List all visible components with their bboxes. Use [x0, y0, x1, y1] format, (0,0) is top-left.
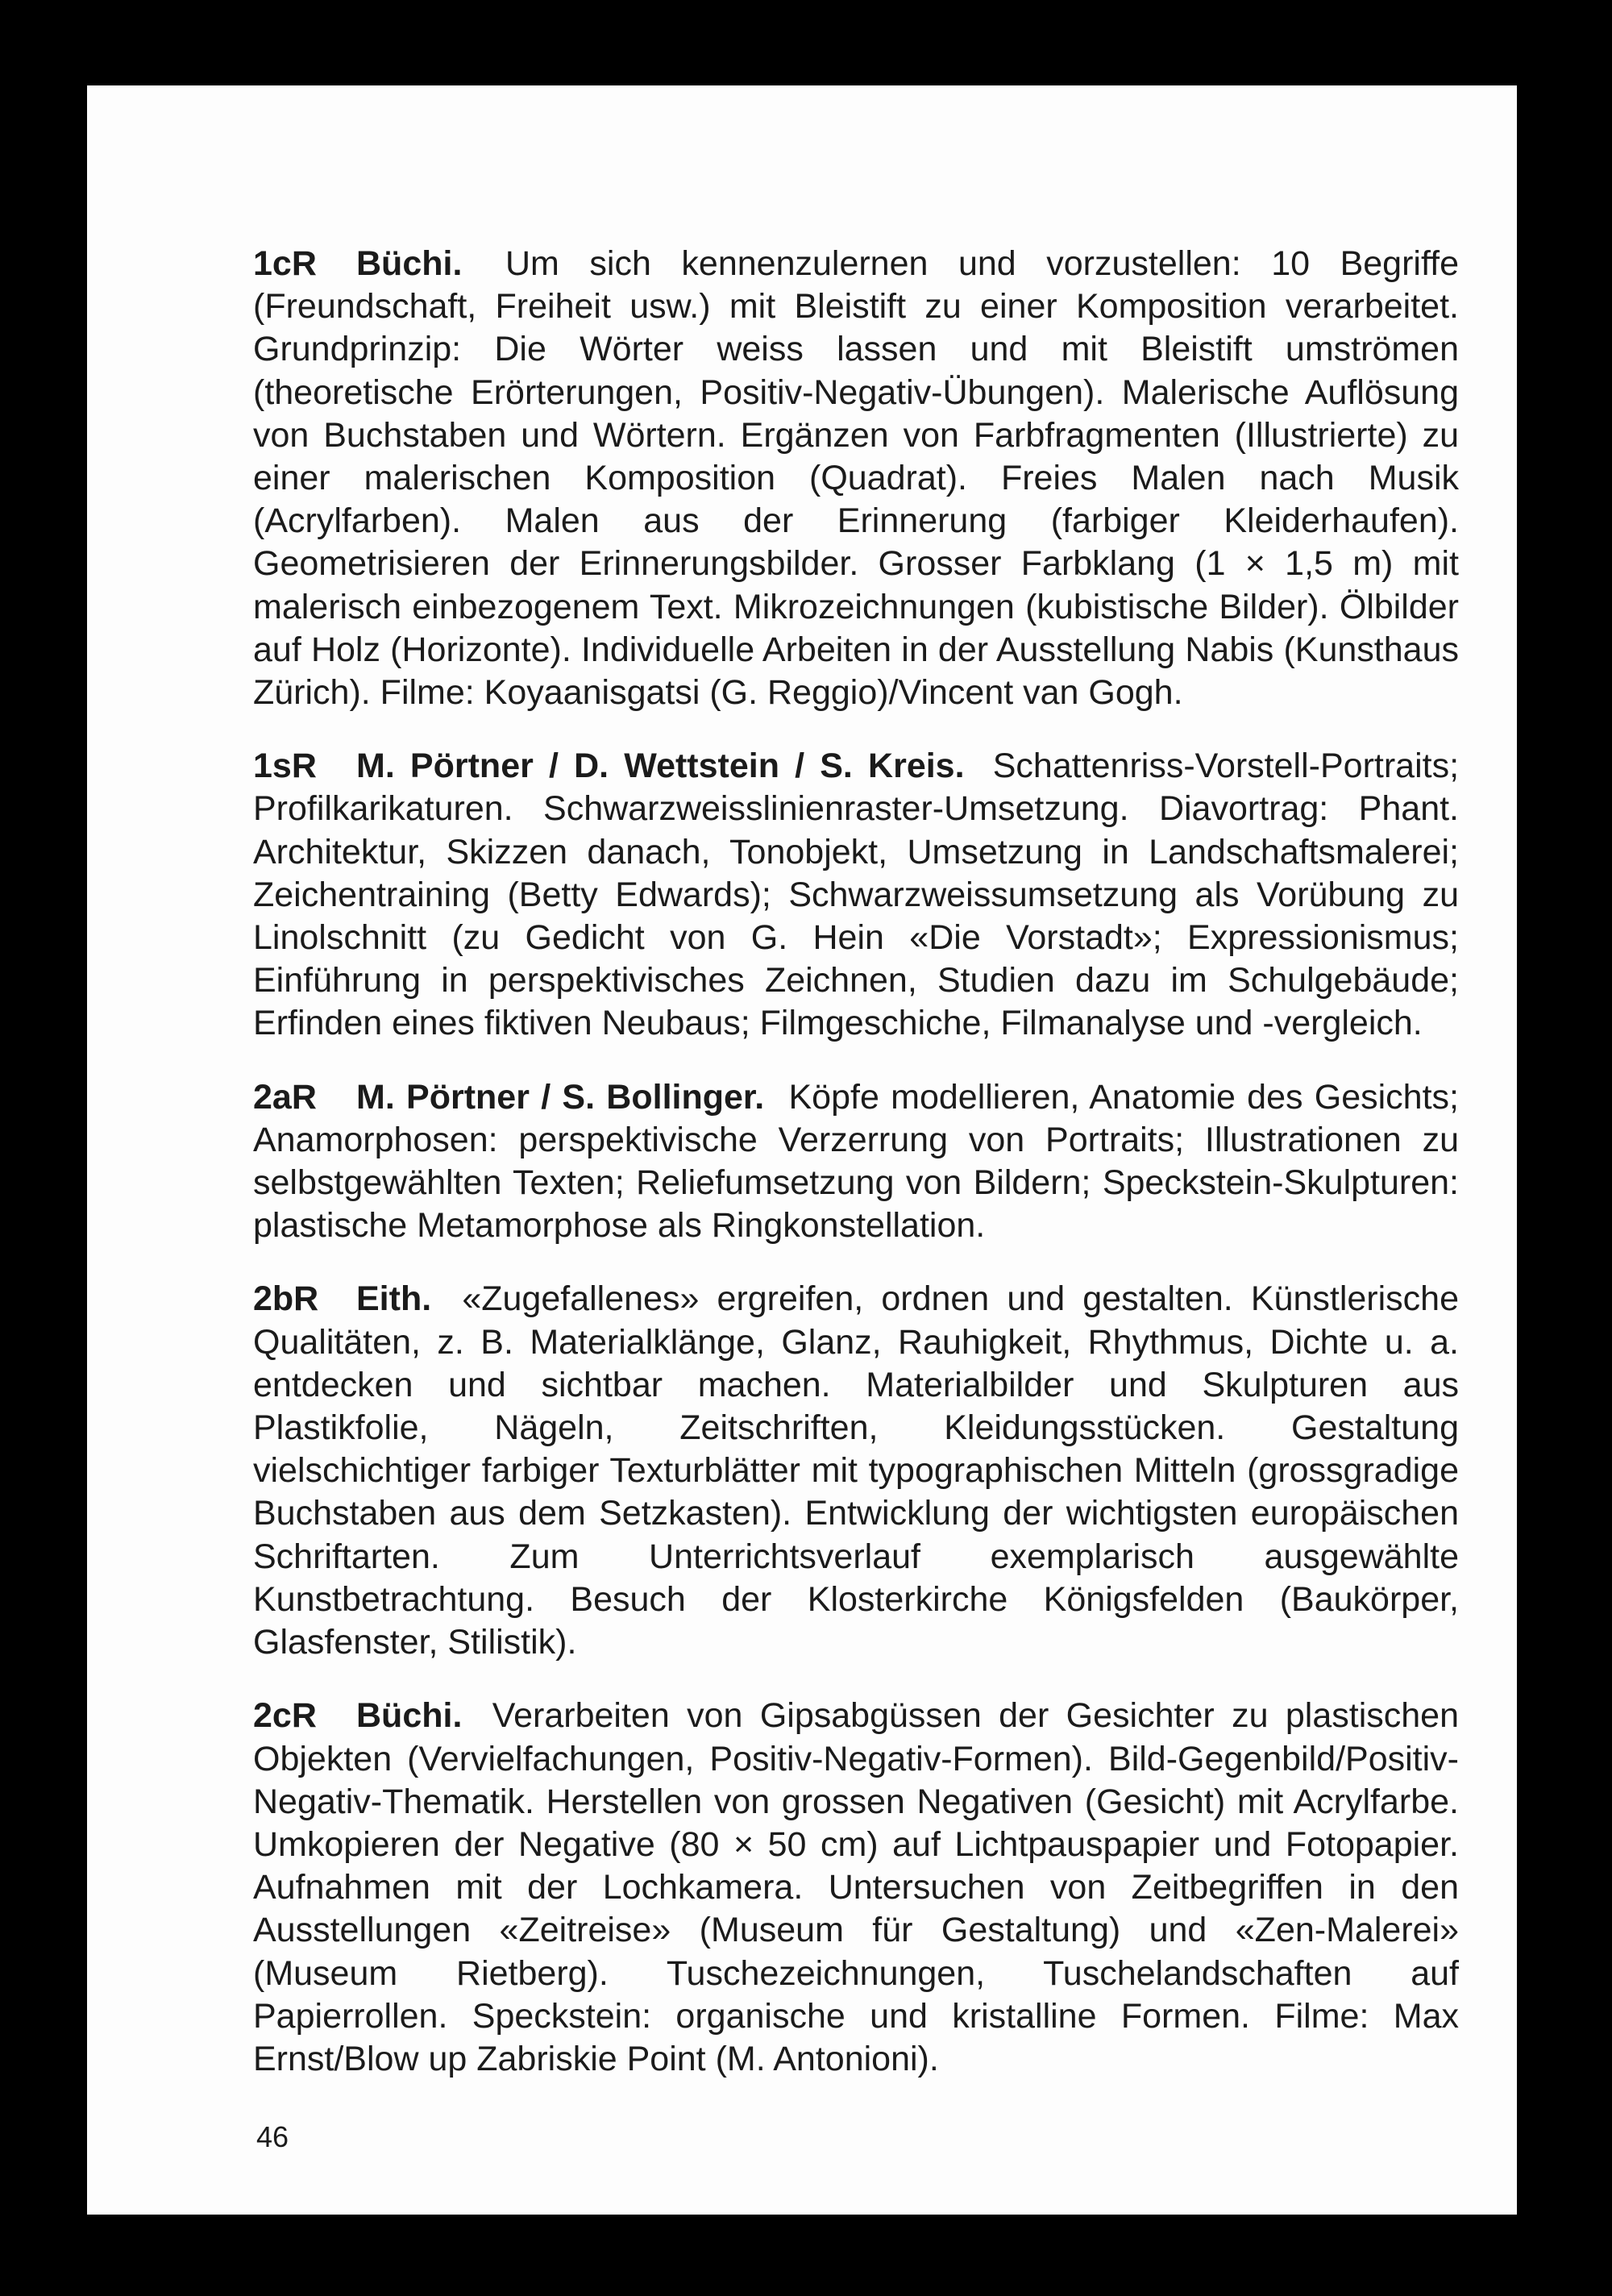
- entry-text: Köpfe modellieren, Anatomie des Gesichts; Anamorphosen: perspektivische Verzerrung von Portraits; Illustrationen zu selbstgewählten Texten; Reliefumsetzung von Bildern; Speckstein-Skulpturen: plastische Metamorphose als Ringkonstellation.: [253, 1077, 1459, 1246]
- entry-2bR: [253, 1278, 1459, 1664]
- teacher-name: M. Pörtner / D. Wettstein / S. Kreis.: [356, 747, 965, 786]
- entry-1sR: [253, 745, 1459, 1045]
- page-number: 46: [256, 2120, 289, 2153]
- entry-paragraph: [253, 1695, 1459, 2081]
- teacher-name: M. Pörtner / S. Bollinger.: [356, 1077, 765, 1117]
- entry-paragraph: [253, 243, 1459, 714]
- entry-paragraph: [253, 745, 1459, 1045]
- entry-text: Um sich kennenzulernen und vorzustellen: 10 Begriffe (Freundschaft, Freiheit usw.) mit Bleistift zu einer Komposition verarbeitet. Grundprinzip: Die Wörter weiss lassen und mit Bleistift umströmen (theoretische Erörterungen, Positiv-Negativ-Übungen). Malerische Auflösung von Buchstaben und Wörtern. Ergänzen von Farbfragmenten (Illustrierte) zu einer malerischen Komposition (Quadrat). Freies Malen nach Musik (Acrylfarben). Malen aus der Erinnerung (farbiger Kleiderhaufen). Geometrisieren der Erinnerungsbilder. Grosser Farbklang (1 × 1,5 m) mit malerisch einbezogenem Text. Mikrozeichnungen (kubistische Bilder). Ölbilder auf Holz (Horizonte). Individuelle Arbeiten in der Ausstellung Nabis (Kunsthaus Zürich). Filme: Koyaanisgatsi (G. Reggio)/Vincent van Gogh.: [253, 244, 1460, 713]
- class-code: 2bR: [253, 1279, 319, 1319]
- teacher-name: Büchi.: [356, 244, 463, 283]
- teacher-name: Büchi.: [356, 1696, 463, 1736]
- class-code: 2aR: [253, 1077, 317, 1117]
- entry-paragraph: [253, 1076, 1459, 1248]
- course-entries: [253, 243, 1459, 2111]
- teacher-name: Eith.: [356, 1279, 432, 1319]
- entry-2cR: [253, 1695, 1459, 2081]
- entry-text: Schattenriss-Vorstell-Portraits; Profilkarikaturen. Schwarzweisslinienraster-Umsetzung. Diavortrag: Phant. Architektur, Skizzen danach, Tonobjekt, Umsetzung in Landschaftsmalerei; Zeichentraining (Betty Edwards); Schwarzweissumsetzung als Vorübung zu Linolschnitt (zu Gedicht von G. Hein «Die Vorstadt»; Expressionismus; Einführung in perspektivisches Zeichnen, Studien dazu im Schulgebäude; Erfinden eines fiktiven Neubaus; Filmgeschiche, Filmanalyse und -vergleich.: [253, 747, 1460, 1043]
- entry-paragraph: [253, 1278, 1459, 1664]
- entry-1cR: [253, 243, 1459, 714]
- class-code: 1cR: [253, 244, 317, 283]
- entry-2aR: [253, 1076, 1459, 1248]
- entry-text: «Zugefallenes» ergreifen, ordnen und gestalten. Künstlerische Qualitäten, z. B. Materialklänge, Glanz, Rauhigkeit, Rhythmus, Dichte u. a. entdecken und sichtbar machen. Materialbilder und Skulpturen aus Plastikfolie, Nägeln, Zeitschriften, Kleidungsstücken. Gestaltung vielschichtiger farbiger Texturblätter mit typographischen Mitteln (grossgradige Buchstaben aus dem Setzkasten). Entwicklung der wichtigsten europäischen Schriftarten. Zum Unterrichtsverlauf exemplarisch ausgewählte Kunstbetrachtung. Besuch der Klosterkirche Königsfelden (Baukörper, Glasfenster, Stilistik).: [253, 1279, 1460, 1662]
- document-page: [87, 85, 1517, 2215]
- class-code: 2cR: [253, 1696, 317, 1736]
- entry-text: Verarbeiten von Gipsabgüssen der Gesichter zu plastischen Objekten (Vervielfachungen, Positiv-Negativ-Formen). Bild-Gegenbild/Positiv-Negativ-Thematik. Herstellen von grossen Negativen (Gesicht) mit Acrylfarbe. Umkopieren der Negative (80 × 50 cm) auf Lichtpauspapier und Fotopapier. Aufnahmen mit der Lochkamera. Untersuchen von Zeitbegriffen in den Ausstellungen «Zeitreise» (Museum für Gestaltung) und «Zen-Malerei» (Museum Rietberg). Tuschezeichnungen, Tuschelandschaften auf Papierrollen. Speckstein: organische und kristalline Formen. Filme: Max Ernst/Blow up Zabriskie Point (M. Antonioni).: [253, 1696, 1459, 2078]
- class-code: 1sR: [253, 747, 317, 786]
